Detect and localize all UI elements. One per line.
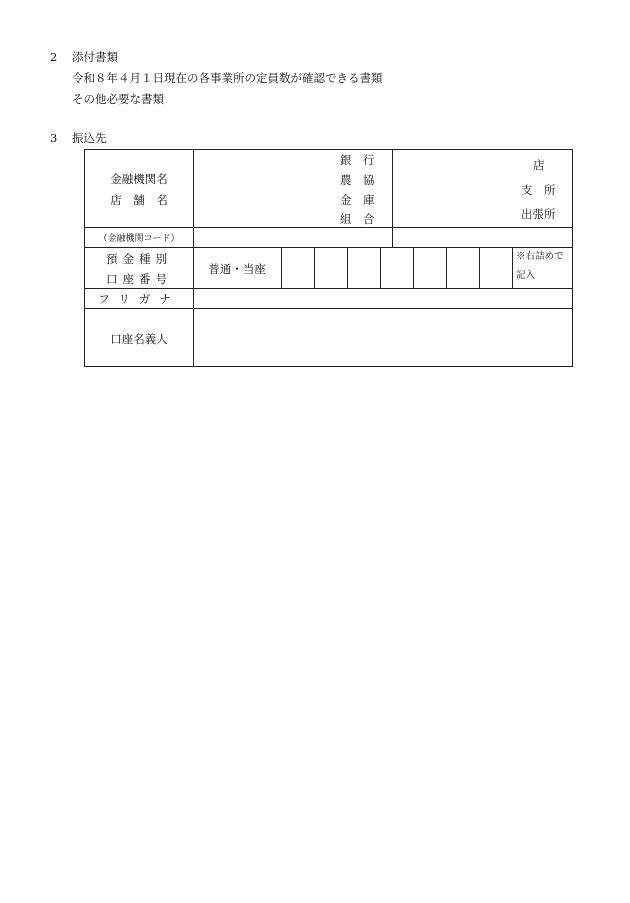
furigana-label: フリガナ: [98, 292, 180, 306]
section-2-heading: [50, 49, 118, 65]
branch-type-sub: 支 所: [521, 183, 556, 197]
branch-type-main: 店: [533, 158, 545, 172]
bank-code-field[interactable]: [193, 227, 392, 247]
account-holder-label: 口座名義人: [110, 332, 168, 346]
account-type-value[interactable]: 普通・当座: [208, 262, 266, 276]
bank-code-label: （金融機関コード）: [98, 234, 180, 244]
branch-name-label: 店 舗 名: [110, 193, 168, 207]
section-3-number: 3: [50, 131, 58, 145]
attachment-item-1: 令和８年４月１日現在の各事業所の定員数が確認できる書類: [72, 71, 383, 85]
digit-divider: [380, 247, 381, 288]
digit-divider: [413, 247, 414, 288]
right-align-note-1: ※右詰めで: [516, 251, 564, 262]
bank-type-agri-coop: 農 協: [340, 173, 375, 187]
furigana-field[interactable]: [193, 288, 572, 308]
bank-name-label: 金融機関名: [110, 172, 168, 186]
digit-divider: [314, 247, 315, 288]
bank-type-credit-union: 組 合: [340, 212, 375, 226]
section-3-heading: [50, 130, 107, 146]
section-2-title: 添付書類: [72, 50, 118, 64]
section-2-number: 2: [50, 50, 58, 64]
bank-type-bank: 銀 行: [340, 153, 375, 167]
attachment-item-2: その他必要な書類: [72, 92, 164, 106]
right-align-note-2: 記入: [516, 270, 536, 281]
account-holder-field[interactable]: [193, 308, 572, 366]
digit-divider: [512, 247, 513, 288]
digit-divider: [281, 247, 282, 288]
bank-type-shinkin: 金 庫: [340, 193, 375, 207]
row-divider: [85, 247, 572, 248]
bank-transfer-form: [84, 149, 573, 367]
account-number-label: 口座番号: [106, 272, 172, 286]
account-type-label: 預金種別: [106, 252, 172, 266]
branch-code-field[interactable]: [392, 227, 572, 247]
section-3-title: 振込先: [72, 131, 107, 145]
branch-type-office: 出張所: [521, 207, 556, 221]
digit-divider: [347, 247, 348, 288]
digit-divider: [446, 247, 447, 288]
digit-divider: [479, 247, 480, 288]
